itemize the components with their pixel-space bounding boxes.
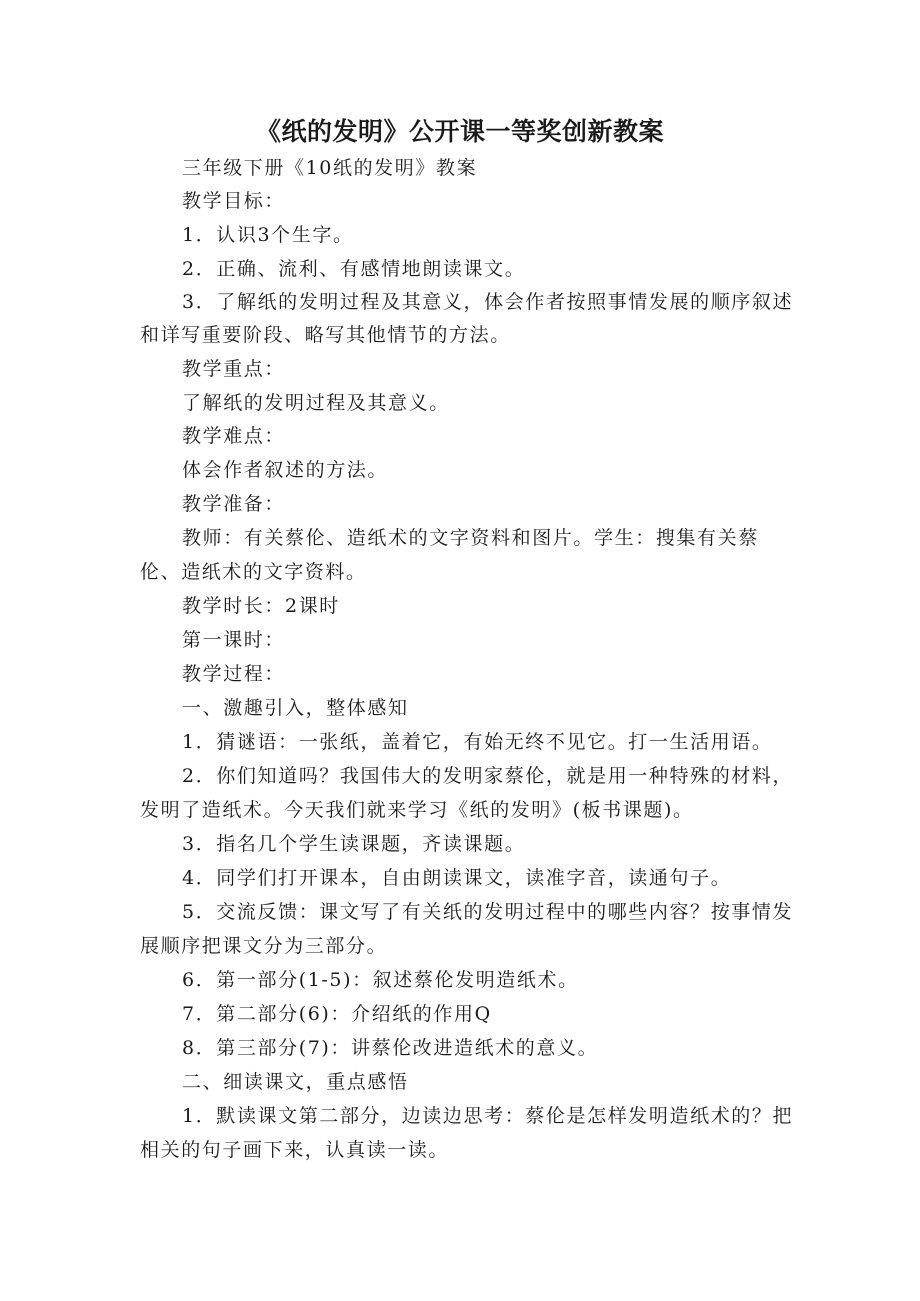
step-item-7: 7．第二部分(6)：介绍纸的作用Q <box>182 1003 492 1025</box>
process-heading: 教学过程： <box>182 663 286 685</box>
preparation-heading: 教学准备： <box>182 493 286 515</box>
reading-item-1: 1．默读课文第二部分，边读边思考：蔡伦是怎样发明造纸术的？把 <box>182 1105 794 1127</box>
preparation-text-continued: 伦、造纸术的文字资料。 <box>140 561 367 583</box>
subtitle-line: 三年级下册《10纸的发明》教案 <box>182 157 478 179</box>
key-points-text: 了解纸的发明过程及其意义。 <box>182 392 450 414</box>
step-item-1: 1．猜谜语：一张纸，盖着它，有始无终不见它。打一生活用语。 <box>182 731 773 753</box>
goal-item-3: 3．了解纸的发明过程及其意义，体会作者按照事情发展的顺序叙述 <box>182 291 794 313</box>
document-title: 《纸的发明》公开课一等奖创新教案 <box>255 117 664 146</box>
step-item-8: 8．第三部分(7)：讲蔡伦改进造纸术的意义。 <box>182 1037 599 1059</box>
difficulties-text: 体会作者叙述的方法。 <box>182 459 389 481</box>
difficulties-heading: 教学难点： <box>182 425 286 447</box>
step-item-2-continued: 发明了造纸术。今天我们就来学习《纸的发明》(板书课题)。 <box>140 799 694 821</box>
step-item-5: 5．交流反馈：课文写了有关纸的发明过程中的哪些内容？按事情发 <box>182 901 794 923</box>
preparation-text: 教师：有关蔡伦、造纸术的文字资料和图片。学生：搜集有关蔡 <box>182 527 759 549</box>
section-one-heading: 一、激趣引入，整体感知 <box>182 697 409 719</box>
goal-item-1: 1．认识3个生字。 <box>182 224 354 246</box>
goal-item-3-continued: 和详写重要阶段、略写其他情节的方法。 <box>140 324 511 346</box>
reading-item-1-continued: 相关的句子画下来，认真读一读。 <box>140 1139 450 1161</box>
section-two-heading: 二、细读课文，重点感悟 <box>182 1071 409 1093</box>
key-points-heading: 教学重点： <box>182 358 286 380</box>
step-item-6: 6．第一部分(1-5)：叙述蔡伦发明造纸术。 <box>182 969 579 991</box>
teaching-goals-heading: 教学目标： <box>182 190 286 212</box>
step-item-2: 2．你们知道吗？我国伟大的发明家蔡伦，就是用一种特殊的材料， <box>182 765 794 787</box>
step-item-3: 3．指名几个学生读课题，齐读课题。 <box>182 833 526 855</box>
first-lesson-heading: 第一课时： <box>182 629 286 651</box>
step-item-5-continued: 展顺序把课文分为三部分。 <box>140 935 388 957</box>
step-item-4: 4．同学们打开课本，自由朗读课文，读准字音，读通句子。 <box>182 867 732 889</box>
goal-item-2: 2．正确、流利、有感情地朗读课文。 <box>182 258 526 280</box>
duration-line: 教学时长：2课时 <box>182 595 340 617</box>
